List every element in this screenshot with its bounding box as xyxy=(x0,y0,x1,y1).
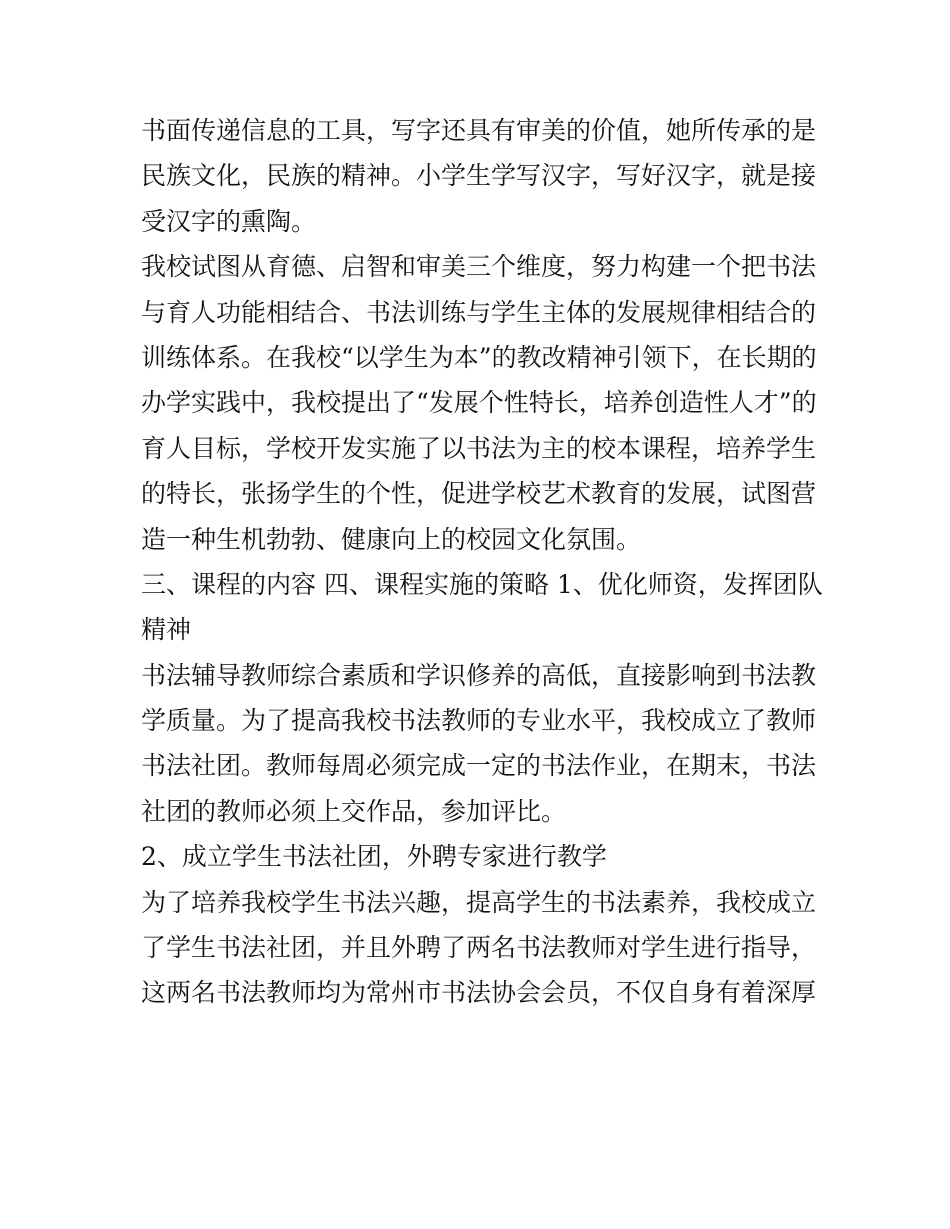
section-heading-line: 2、成立学生书法社团，外聘专家进行教学 xyxy=(141,842,607,872)
text-line: 的特长，张扬学生的个性，促进学校艺术教育的发展，试图营 xyxy=(141,479,817,509)
text-line: 社团的教师必须上交作品，参加评比。 xyxy=(141,796,567,826)
text-line: 造一种生机勃勃、健康向上的校园文化氛围。 xyxy=(141,524,642,554)
section-heading-line: 精神 xyxy=(141,615,192,645)
text-line: 为了培养我校学生书法兴趣，提高学生的书法素养，我校成立 xyxy=(141,887,817,917)
text-line: 我校试图从育德、启智和审美三个维度，努力构建一个把书法 xyxy=(141,252,817,282)
text-line: 了学生书法社团，并且外聘了两名书法教师对学生进行指导， xyxy=(141,933,817,963)
text-line: 这两名书法教师均为常州市书法协会会员，不仅自身有着深厚 xyxy=(141,978,817,1008)
body-text xyxy=(141,108,821,1016)
text-line: 受汉字的熏陶。 xyxy=(141,206,317,236)
text-line: 与育人功能相结合、书法训练与学生主体的发展规律相结合的 xyxy=(141,297,817,327)
text-line: 书法社团。教师每周必须完成一定的书法作业，在期末，书法 xyxy=(141,751,817,781)
text-line: 训练体系。在我校“以学生为本”的教改精神引领下，在长期的 xyxy=(141,342,817,372)
text-line: 学质量。为了提高我校书法教师的专业水平，我校成立了教师 xyxy=(141,706,817,736)
text-line: 民族文化，民族的精神。小学生学写汉字，写好汉字，就是接 xyxy=(141,161,817,191)
text-line: 书面传递信息的工具，写字还具有审美的价值，她所传承的是 xyxy=(141,116,817,145)
text-line: 书法辅导教师综合素质和学识修养的高低，直接影响到书法教 xyxy=(141,660,817,690)
section-heading-line: 三、课程的内容 四、课程实施的策略 1、优化师资，发挥团队 xyxy=(141,569,823,599)
text-line: 办学实践中，我校提出了“发展个性特长，培养创造性人才”的 xyxy=(141,388,817,418)
text-line: 育人目标，学校开发实施了以书法为主的校本课程，培养学生 xyxy=(141,433,817,463)
